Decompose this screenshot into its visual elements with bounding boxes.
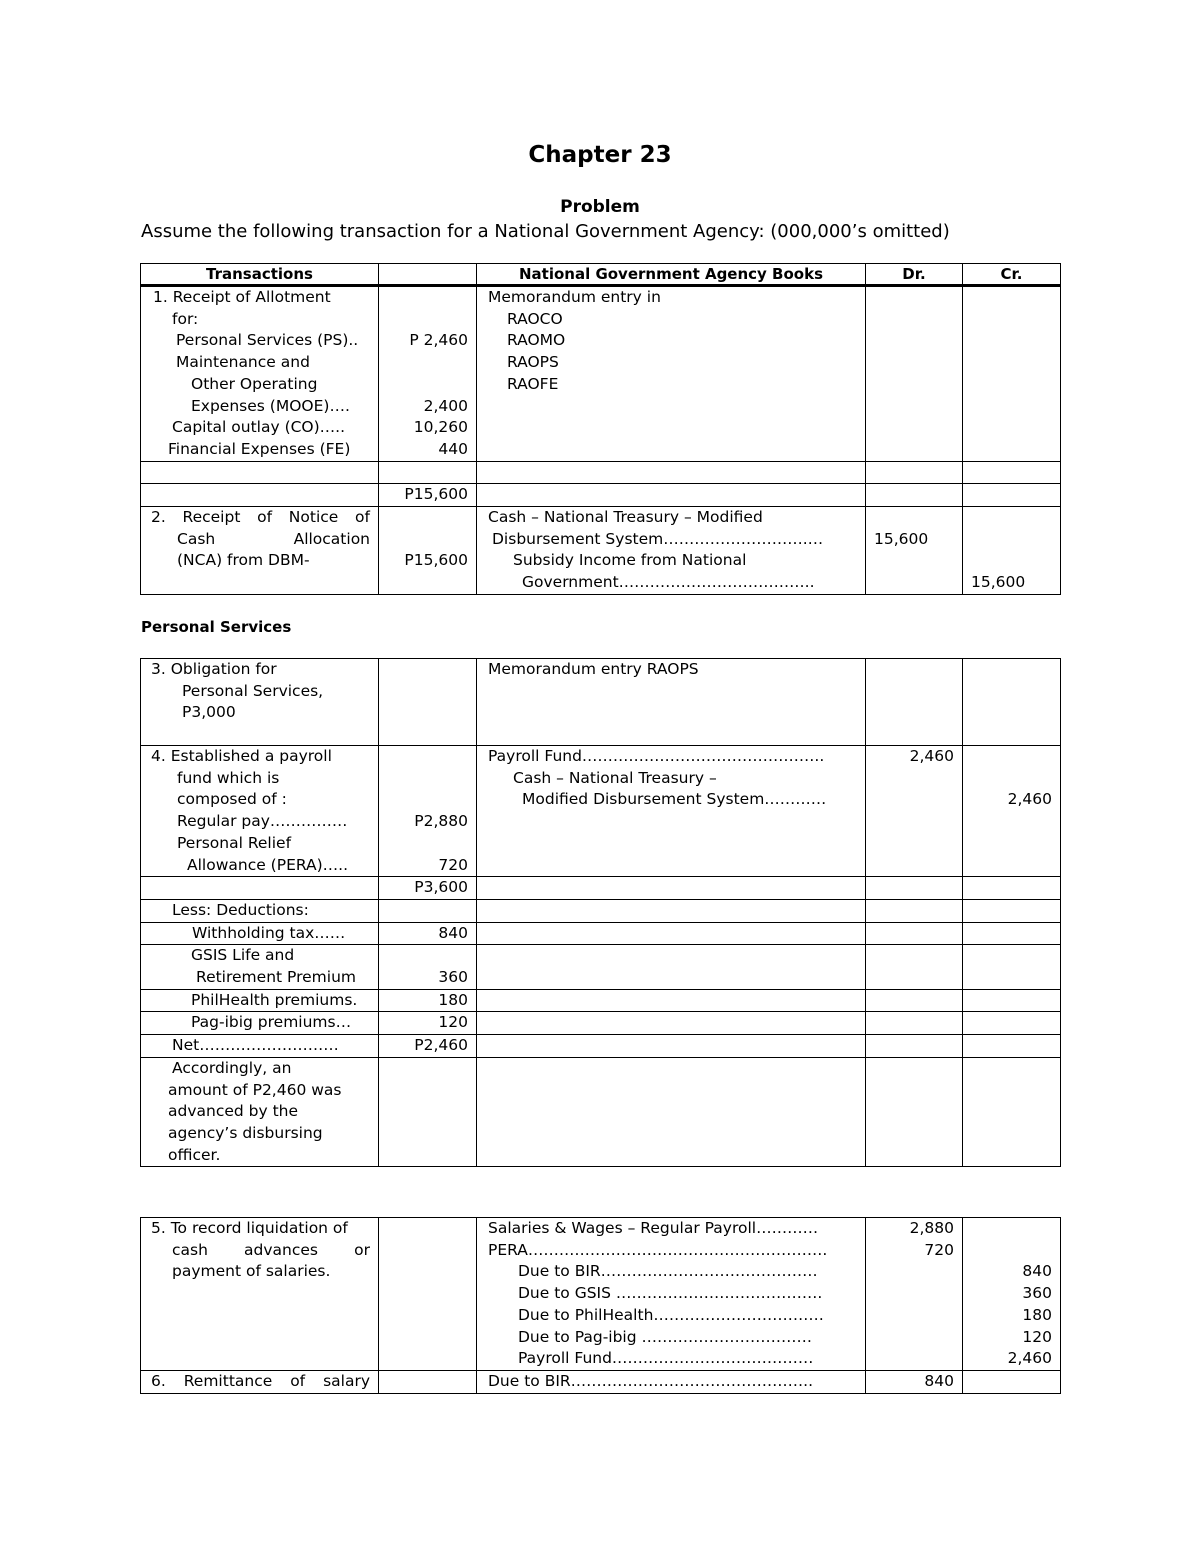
liquidation-table: [140, 1217, 1061, 1394]
debit-amount: 720: [924, 1240, 954, 1259]
table-row: Withholding tax…… 840: [141, 922, 1061, 945]
section-heading: Personal Services: [141, 618, 292, 636]
table-row: Pag-ibig premiums… 120: [141, 1012, 1061, 1035]
debit-amount: 2,880: [909, 1219, 954, 1237]
table-row: 2. Receipt of Notice of Cash Allocation (NCA) from DBM- P15,600 Cash – National Treasury – Modified Disbursement System……………………….… Subsidy Income from National Government……………………………….. 15,600 15,600: [141, 507, 1061, 595]
table-row: GSIS Life and Retirement Premium 360: [141, 945, 1061, 989]
page-title: Chapter 23: [528, 142, 672, 168]
journal-entry: Cash – National Treasury – Modified Disbursement System……………………….… Subsidy Income from National Government………………………………..: [477, 507, 866, 595]
table-row: 6. Remittance of salary Due to BIR……………………………………….. 840: [141, 1370, 1061, 1393]
transaction-desc: 4. Established a payroll fund which is composed of : Regular pay…………… Personal Relief Allowance (PERA)…..: [141, 746, 379, 877]
net-amount: P2,460: [379, 1035, 477, 1058]
credit-amount: 2,460: [1007, 790, 1052, 809]
journal-entry: Memorandum entry RAOPS: [477, 659, 866, 746]
problem-intro: Assume the following transaction for a National Government Agency: (000,000’s omitted): [141, 221, 950, 242]
table-row: [141, 286, 1061, 462]
transaction-desc: 1. Receipt of Allotment for: Personal Services (PS).. Maintenance and Other Operating Expenses (MOOE)…. Capital outlay (CO)….. Financial Expenses (FE): [141, 286, 379, 462]
table-row: [141, 877, 1061, 900]
transaction-desc: 2. Receipt of Notice of Cash Allocation (NCA) from DBM-: [141, 507, 379, 595]
debit-amount: 840: [866, 1370, 963, 1393]
problem-heading: Problem: [560, 197, 640, 217]
transaction-desc: 5. To record liquidation of cash advances or payment of salaries.: [141, 1218, 379, 1371]
credit-amount: 840: [1022, 1262, 1052, 1281]
credit-amount: 120: [1022, 1327, 1052, 1346]
personal-services-table: [140, 658, 1061, 1167]
transaction-amounts: P 2,460 2,400 10,260 440: [379, 286, 477, 462]
table-row: [141, 659, 1061, 746]
table-row: [141, 484, 1061, 507]
journal-entry: Salaries & Wages – Regular Payroll………… PERA…………………………………………………. Due to BIR…………………………………… Due to GSIS …………………………………. Due to PhilHealth…………………………… Due to Pag-ibig …………………………… Payroll Fund…………………………………: [477, 1218, 866, 1371]
header-books: National Government Agency Books: [477, 264, 866, 286]
debit-amount: 15,600: [874, 529, 929, 548]
allotment-table: [140, 263, 1061, 595]
header-transactions: Transactions: [141, 264, 379, 286]
credit-amount: 360: [1022, 1284, 1052, 1303]
table-row: Less: Deductions:: [141, 899, 1061, 922]
table-row: Net……………………… P2,460: [141, 1035, 1061, 1058]
header-amount: [379, 264, 477, 286]
table-row: [141, 1218, 1061, 1371]
header-credit: Cr.: [963, 264, 1061, 286]
credit-amount: 15,600: [971, 573, 1026, 592]
table-header-row: [141, 264, 1061, 286]
table-row: PhilHealth premiums. 180: [141, 989, 1061, 1012]
debit-amount: 2,460: [909, 747, 954, 765]
journal-entry: Memorandum entry in RAOCO RAOMO RAOPS RAOFE: [477, 286, 866, 462]
table-row: 4. Established a payroll fund which is composed of : Regular pay…………… Personal Relief Allowance (PERA)….. P2,880 720 Payroll Fund……………………………………….. Cash – National Treasury – Modified Disbursement System………… 2,460 2,460: [141, 746, 1061, 877]
journal-entry: Payroll Fund……………………………………….. Cash – National Treasury – Modified Disbursement System…………: [477, 746, 866, 877]
allotment-total: P15,600: [379, 484, 477, 507]
table-row: [141, 1057, 1061, 1167]
credit-amount: 2,460: [1007, 1349, 1052, 1368]
header-debit: Dr.: [866, 264, 963, 286]
table-row: [141, 461, 1061, 484]
note-text: Accordingly, an amount of P2,460 was advanced by the agency’s disbursing officer.: [141, 1057, 379, 1167]
credit-amount: 180: [1022, 1305, 1052, 1324]
payroll-subtotal: P3,600: [379, 877, 477, 900]
transaction-desc: 3. Obligation for Personal Services, P3,000: [141, 659, 379, 746]
